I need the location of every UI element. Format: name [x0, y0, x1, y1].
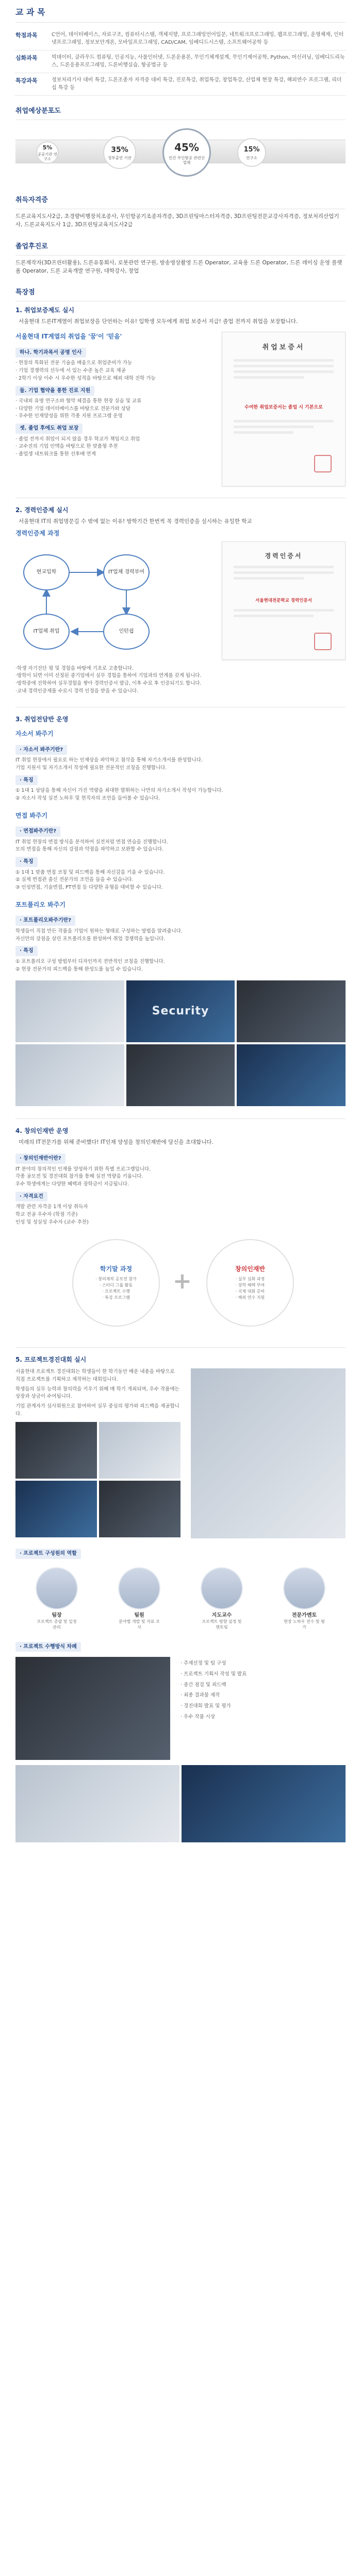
- photo-contest: [99, 1422, 180, 1479]
- curriculum-section: [0, 0, 361, 96]
- ratio-label: 연구소: [246, 155, 257, 160]
- features-title: 특장점: [15, 289, 35, 297]
- role-desc: 프로젝트 방향 설정 및 멘토링: [202, 1619, 242, 1630]
- process-step: · 최종 결과물 제작: [180, 1692, 220, 1699]
- cycle-step: IT업체 경력부여: [103, 554, 150, 590]
- stamp-icon: [314, 455, 332, 472]
- curriculum-row: [15, 73, 346, 96]
- left-circle-item: · 스터디 그룹 활동: [99, 1282, 133, 1287]
- feature-5-process: [15, 1657, 346, 1760]
- feature-3-sub3: 포트폴리오 봐주기: [15, 901, 65, 908]
- feature-1-line: · 기업 경쟁력의 선두에 서 있는 수준 높은 교육 제공: [15, 368, 126, 374]
- feature-3-line: ① 1대 1 맞춤 면접 코칭 및 피드백을 통해 자신감을 키울 수 있습니다.: [15, 869, 165, 875]
- career-certificate-image: [222, 541, 346, 660]
- feature-1-left: [15, 329, 211, 486]
- curriculum-text: 정보처리기사 대비 특강, 드론조종자 자격증 대비 특강, 진로특강, 취업특강, 창업특강, 산업체 현장 특강, 해외연수 프로그램, 리더십 특강 등: [52, 77, 342, 91]
- feature-3-line: IT 취업 현장에서 필요로 하는 인재상을 파악하고 첨삭을 통해 자기소개서를 완성합니다.: [15, 757, 203, 764]
- feature-3-line: IT 취업 현장의 면접 방식을 분석하여 실전처럼 면접 연습을 진행합니다.: [15, 839, 168, 845]
- plus-icon: +: [173, 1267, 192, 1294]
- feature-5-title: 5. 프로젝트경진대회 실시: [15, 1355, 87, 1363]
- role-avatar: [283, 1567, 325, 1609]
- feature-5-head: · 프로젝트 구성원의 역할: [15, 1549, 81, 1559]
- ratio-diagram: [15, 124, 346, 181]
- feature-4-line: IT 분야의 창의적인 인재를 양성하기 위한 특별 프로그램입니다.: [15, 1166, 151, 1172]
- role-desc: 현장 노하우 전수 및 평가: [284, 1619, 325, 1630]
- ratio-circle: [237, 138, 266, 167]
- feature-3-line: ① 포트폴리오 구성 방법부터 디자인까지 전반적인 코칭을 진행합니다.: [15, 958, 165, 964]
- certificate-title: 취업보증서: [262, 344, 305, 352]
- certificate-red-text: 서울현대전문학교 경력인증서: [255, 598, 312, 603]
- curriculum-label: 심화과목: [15, 54, 38, 61]
- certs-section: [0, 195, 361, 229]
- ratio-pct: 15%: [243, 146, 260, 154]
- photo-contest: [15, 1422, 97, 1479]
- photo-security: [126, 980, 235, 1042]
- ratio-label: 공공기관 연구소: [37, 152, 58, 162]
- feature-3-line: ② 실제 면접관 출신 전문가의 조언을 들을 수 있습니다.: [15, 877, 134, 883]
- photo-workshop: [15, 1765, 179, 1842]
- role-card: [118, 1567, 160, 1631]
- role-desc: 프로젝트 총괄 및 일정 관리: [37, 1619, 77, 1630]
- career-title: 졸업후진로: [15, 242, 48, 250]
- feature-5-head: · 프로젝트 수행방식 차례: [15, 1642, 81, 1652]
- ratio-circle-main: [162, 128, 211, 177]
- ratio-circle: [36, 141, 59, 164]
- divider: [15, 1118, 346, 1119]
- divider: [15, 1347, 346, 1348]
- photo-contest: [99, 1481, 180, 1537]
- roles-row: [15, 1567, 346, 1631]
- feature-5-bottom-photos: [15, 1765, 346, 1842]
- feature-1-line: · 졸업 전까지 취업이 되지 않을 경우 학교가 책임지고 취업: [15, 436, 140, 442]
- left-circle-item: · 창의제작 공모전 참가: [95, 1276, 137, 1281]
- feature-1-desc: 서울현대 드론IT계열이 취업보장을 단언하는 이유! 입학생 모두에게 취업 보증서 지급! 졸업 전까지 취업을 보장합니다.: [19, 318, 298, 325]
- certificate-lines: [234, 420, 334, 437]
- role-card: [201, 1567, 243, 1631]
- left-circle-item: · 특강 프로그램: [102, 1295, 130, 1300]
- feature-1-line: · 다양한 기업 데이터베이스를 바탕으로 전문가와 상담: [15, 405, 131, 412]
- feature-3-head: · 포트폴리오봐주기란?: [15, 916, 75, 926]
- feature-1-item-head: 셋. 졸업 후에도 취업 보장: [15, 423, 83, 434]
- feature-2-notes: [15, 665, 346, 696]
- certs-title: 취득자격증: [15, 196, 48, 204]
- certificate-lines: [234, 609, 334, 620]
- photo-drone: [15, 1044, 124, 1106]
- process-step: · 주제선정 및 팀 구성: [180, 1660, 226, 1667]
- right-circle-item: · 해외 연수 지원: [235, 1295, 265, 1300]
- guarantee-certificate-image: [222, 332, 346, 486]
- divider: [15, 255, 346, 256]
- left-circle-item: · 프로젝트 수행: [102, 1289, 130, 1294]
- feature-2-desc: 서울현대 IT의 취업명문길 수 밖에 없는 이유! 방학기간 한번씩 꼭 경력인증을 실시하는 유일한 학교: [19, 518, 252, 524]
- role-name: 팀장: [52, 1612, 62, 1618]
- role-name: 팀원: [134, 1612, 144, 1618]
- role-card: [283, 1567, 325, 1631]
- feature-3-line: ③ 인성면접, 기술면접, PT면접 등 다양한 유형을 대비할 수 있습니다.: [15, 885, 163, 891]
- curriculum-label: 학점과목: [15, 31, 38, 39]
- right-circle: [206, 1239, 294, 1327]
- photo-team: [15, 1657, 170, 1760]
- feature-1-item-head: 둘. 기업 협약을 통한 진로 지원: [15, 386, 94, 396]
- feature-3-head: · 자소서 봐주기란?: [15, 745, 67, 755]
- feature-3-sub1: 자소서 봐주기: [15, 730, 54, 738]
- role-avatar: [36, 1567, 78, 1609]
- photo-workshop: [182, 1765, 346, 1842]
- role-card: [36, 1567, 78, 1631]
- role-name: 지도교수: [211, 1612, 232, 1618]
- feature-5-line: 서울현대 프로젝트 경진대회는 학생들이 한 학기동안 배운 내용을 바탕으로 직접 프로젝트를 기획하고 제작하는 대회입니다.: [15, 1369, 175, 1382]
- certificate-red-text: 수여한 취업보증서는 졸업 시 기본으로: [244, 405, 323, 411]
- feature-4-line: 인성 및 성실성 우수자 (교수 추천): [15, 1219, 89, 1225]
- feature-5-photos: [15, 1422, 180, 1537]
- feature-2-body: [15, 541, 346, 660]
- feature-3-line: 모의 면접을 통해 자신의 강점과 약점을 파악하고 보완할 수 있습니다.: [15, 846, 164, 853]
- ratio-pct: 35%: [111, 145, 128, 154]
- ratio-label: 정부출연 기관: [108, 156, 132, 161]
- curriculum-text: C언어, 데이터베이스, 자료구조, 컴퓨터시스템, 객체지향, 프로그래밍언어입문, 네트워크프로그래밍, 웹프로그래밍, 운영체제, 인터넷프로그래밍, 정보보안개론, 모바일프로그래밍, CAD/CAM, 임베디드시스템, 소프트웨어공학 등: [52, 31, 344, 46]
- feature-3-sub2: 면접 봐주기: [15, 811, 48, 819]
- feature-5-line: 기업 관계자가 심사위원으로 참여하여 실무 중심의 평가와 피드백을 제공합니다.: [15, 1403, 179, 1417]
- curriculum-row: [15, 50, 346, 73]
- feature-4-line: 우수 학생에게는 다양한 혜택과 장학금이 지급됩니다.: [15, 1181, 129, 1188]
- photo-lab: [126, 1044, 235, 1106]
- feature-1-line: · 국내외 유명 연구소와 협약 체결을 통한 현장 실습 및 교류: [15, 398, 142, 404]
- security-label: Security: [152, 1005, 209, 1018]
- photo-contest: [15, 1481, 97, 1537]
- feature-4-line: 학교 전공 우수자 (학점 기준): [15, 1212, 78, 1218]
- stamp-icon: [314, 633, 332, 650]
- feature-3-line: ② 현장 전문가의 피드백을 통해 완성도를 높일 수 있습니다.: [15, 966, 143, 972]
- feature-2-note: ·방학이 되면 이미 선정된 중기업에서 실무 경험을 통하여 기업과의 연계를 갖게 됩니다.: [15, 673, 202, 679]
- photo-grid: [15, 980, 346, 1106]
- feature-4-line: 각종 공모전 및 경진대회 참가를 통해 실전 역량을 키웁니다.: [15, 1174, 143, 1180]
- cycle-step: 인턴쉽: [103, 614, 150, 650]
- feature-1-line: · 우수한 인재양성을 위한 각종 지원 프로그램 운영: [15, 413, 123, 419]
- curriculum-title: 교 과 목: [15, 7, 45, 17]
- cycle-step: 현교입학: [23, 554, 70, 590]
- role-avatar: [201, 1567, 243, 1609]
- process-step: · 중간 점검 및 피드백: [180, 1682, 226, 1688]
- feature-3-head: · 특징: [15, 775, 38, 786]
- role-desc: 분야별 개발 및 자료 조사: [119, 1619, 160, 1630]
- certificate-title: 경력인증서: [265, 552, 303, 560]
- feature-3-line: ① 1대 1 상담을 통해 자신이 가진 역량을 최대한 발휘하는 나만의 자기소개서 작성이 가능합니다.: [15, 788, 223, 794]
- left-circle-title: 학기말 과정: [100, 1265, 133, 1273]
- divider: [15, 22, 346, 23]
- photo-students: [15, 980, 124, 1042]
- feature-2-note: ·방학중에 진학하여 실무경험을 쌓아 경력인증서 발급, 이후 수료 후 인증되기도 합니다.: [15, 681, 202, 687]
- creative-diagram: [15, 1234, 346, 1337]
- feature-4-head: · 창의인재반이란?: [15, 1154, 65, 1164]
- photo-lecture: [237, 980, 346, 1042]
- ratio-circle: [103, 136, 136, 169]
- ratio-section: [0, 106, 361, 181]
- feature-4-line: 개발 관련 자격증 1개 이상 취득자: [15, 1204, 88, 1210]
- right-circle-title: 창의인재반: [235, 1265, 265, 1273]
- photo-study: [237, 1044, 346, 1106]
- feature-3-head: · 특징: [15, 946, 38, 956]
- ratio-label: 민간 무인항공 관련산업체: [169, 156, 205, 165]
- ratio-title: 취업예상분포도: [15, 107, 61, 115]
- feature-1-line: · 2학기 이상 이수 시 우수한 성적을 바탕으로 해외 대학 진학 가능: [15, 375, 156, 381]
- curriculum-text: 빅데이터, 클라우드 컴퓨팅, 인공지능, 사물인터넷, 드론운용론, 무인기체계설계, 무인기제어공학, Python, 머신러닝, 임베디드리눅스, 드론응용프로그래밍, 드론비행실습, 항공법규 등: [52, 54, 345, 69]
- process-step: · 경진대회 발표 및 평가: [180, 1703, 231, 1709]
- feature-3-head: · 특징: [15, 857, 38, 867]
- ratio-pct: 5%: [42, 144, 53, 151]
- feature-3-line: ② 자소서 작성 실전 노하우 및 현직자의 조언을 들어볼 수 있습니다.: [15, 795, 160, 801]
- feature-1-title: 1. 취업보증제도 실시: [15, 307, 75, 314]
- feature-5-top: [15, 1368, 346, 1538]
- certs-text: 드론교육지도사2급, 초경량비행장치조종사, 무인항공기조종자격증, 3D프린팅마스터자격증, 3D프린팅전문교강사자격증, 정보처리산업기사, 드론교육지도사 1급, 3D프린팅교육지도사2급: [15, 213, 339, 228]
- feature-1-item-head: 하나. 학기과목서 공명 인사: [15, 348, 86, 358]
- feature-4-desc: 미래의 IT전문가를 위해 준비했다! IT인재 양성을 창의인재반에 당신을 초대합니다.: [19, 1139, 214, 1145]
- role-avatar: [118, 1567, 160, 1609]
- feature-5-line: 학생들의 실무 능력과 창의력을 키우기 위해 매 학기 개최되며, 우수 작품에는 상장과 상금이 수여됩니다.: [15, 1386, 179, 1400]
- curriculum-label: 특강과목: [15, 77, 38, 84]
- certificate-lines: [234, 359, 334, 382]
- career-section: [0, 242, 361, 276]
- feature-3-line: 학생들이 직접 만든 작품을 기업이 원하는 형태로 구성하는 방법을 알려줍니다.: [15, 928, 183, 934]
- feature-1-line: · 교수진의 기업 인맥을 바탕으로 한 맞춤형 추천: [15, 444, 118, 450]
- feature-4-title: 4. 창의인재반 운영: [15, 1127, 69, 1135]
- feature-2-title: 2. 경력인증제 실시: [15, 506, 69, 514]
- photo-presentation: [191, 1368, 346, 1538]
- process-step: · 프로젝트 기획서 작성 및 발표: [180, 1671, 247, 1677]
- left-circle: [72, 1239, 160, 1327]
- role-name: 전문가멘토: [291, 1612, 317, 1618]
- ratio-pct: 45%: [174, 141, 199, 154]
- features-section: [0, 287, 361, 1842]
- certificate-lines: [234, 566, 334, 583]
- feature-1-line: · 현장의 특화된 전문 기술을 배움으로 취업준비가 가능: [15, 360, 133, 366]
- feature-3-head: · 면접봐주기란?: [15, 826, 60, 837]
- feature-3-title: 3. 취업전담반 운영: [15, 715, 69, 723]
- right-circle-item: · 실무 심화 과정: [235, 1276, 265, 1281]
- feature-2-note: ·학생 자기진단 평 및 경험을 바탕에 기초로 고충합니다.: [15, 665, 134, 671]
- process-step: · 우수 작품 시상: [180, 1714, 216, 1720]
- feature-2-sub: 경력인증제 과정: [15, 530, 60, 537]
- feature-5-text: [15, 1368, 180, 1538]
- curriculum-row: [15, 28, 346, 50]
- right-circle-item: · 장학 혜택 부여: [235, 1282, 265, 1287]
- career-cycle-diagram: [15, 541, 211, 660]
- feature-3-line: 자신만의 강점을 살린 포트폴리오를 완성하여 취업 경쟁력을 높입니다.: [15, 936, 166, 942]
- feature-1-banner: 서울현대 IT계열의 취업을 '꿈'이 '믿음': [15, 333, 122, 341]
- cycle-step: IT업체 취업: [23, 614, 70, 650]
- career-text: 드론제작자(3D프린터활용), 드론유통회사, 로봇관련 연구원, 방송영상촬영 드론 Operator, 교육용 드론 Operator, 드론 레이싱 운영 플랫폼 Operator, 드론 교육개발 연구원, 대학강사, 창업: [15, 259, 342, 275]
- right-circle-item: · 국제 대회 준비: [235, 1289, 265, 1294]
- feature-3-line: 기업 지원서 및 자기소개서 작성에 필요한 전문적인 코칭을 진행합니다.: [15, 765, 167, 771]
- feature-1-line: · 졸업생 네트워크를 통한 선후배 연계: [15, 451, 96, 457]
- feature-2-note: ·교내 경력인증제를 수료시 경력 인정을 받을 수 있습니다.: [15, 688, 139, 694]
- feature-1-body: [15, 329, 346, 486]
- process-list: [180, 1657, 346, 1760]
- feature-4-head: · 자격요건: [15, 1192, 47, 1202]
